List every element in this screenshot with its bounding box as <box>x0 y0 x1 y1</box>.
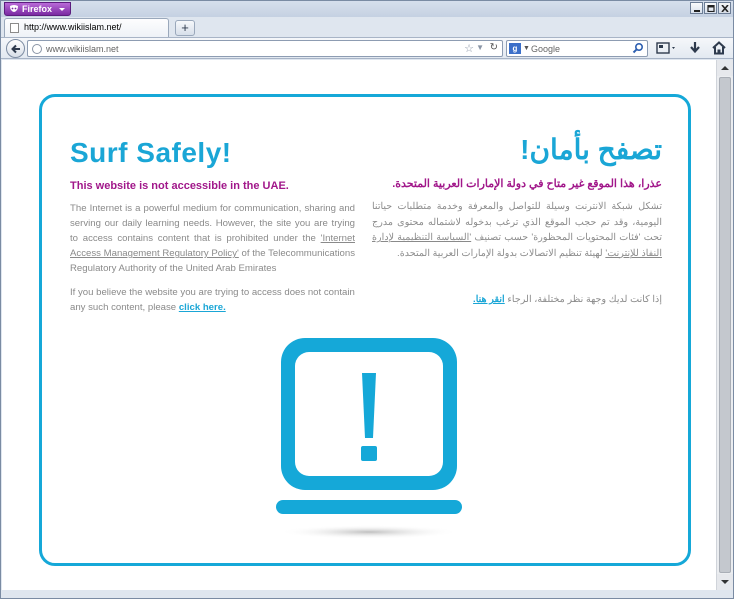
search-engine-dropdown-icon[interactable]: ▼ <box>523 45 530 52</box>
english-body-part-1: The Internet is a powerful medium for communication, sharing and serving our daily learning needs. However, the site you are trying to access contains content that is prohibited under the <box>70 203 355 244</box>
globe-icon <box>32 44 42 54</box>
arabic-contact-sentence: إذا كانت لديك وجهة نظر مختلفة، الرجاء <box>504 294 662 305</box>
arabic-click-here-link[interactable]: انقر هنا. <box>473 294 505 305</box>
firefox-menu-button[interactable] <box>4 2 71 16</box>
vertical-scrollbar[interactable] <box>716 60 733 590</box>
close-icon <box>721 5 729 12</box>
arabic-subtitle: عذرا، هذا الموقع غير متاح في دولة الإمارات العربية المتحدة. <box>392 178 662 190</box>
url-text[interactable]: www.wikiislam.net <box>46 44 119 54</box>
english-body-text <box>70 201 355 276</box>
search-bar[interactable] <box>506 40 648 57</box>
title-bar <box>1 1 733 17</box>
reload-icon[interactable]: ↻ <box>489 42 498 53</box>
block-notice-card <box>39 94 691 566</box>
page-favicon-icon <box>10 23 19 33</box>
scroll-down-button[interactable] <box>717 574 733 590</box>
bookmark-star-icon[interactable]: ☆ <box>464 43 474 55</box>
minimize-icon <box>693 5 701 12</box>
arabic-body-text <box>372 199 662 261</box>
arabic-body-part-1: تشكل شبكة الانترنت وسيلة للتواصل والمعرفة وخدمة متطلبات حياتنا اليومية، وقد تم حجب الموقع الذي ترغب بدخوله لاشتماله محتوى مدرج تحت 'فئات المحتويات المحظورة' حسب تصنيف <box>372 201 662 243</box>
window-controls <box>690 2 731 14</box>
english-click-here-link[interactable]: click here. <box>178 302 226 313</box>
english-subtitle: This website is not accessible in the UAE. <box>70 180 289 192</box>
search-input[interactable]: Google <box>531 44 561 54</box>
english-title: Surf Safely! <box>70 137 232 168</box>
english-contact-sentence: If you believe the website you are trying to access does not contain any such content, please <box>70 287 355 313</box>
search-engine-icon[interactable]: g <box>509 43 521 54</box>
maximize-icon <box>707 5 715 12</box>
new-tab-button[interactable]: + <box>175 20 195 36</box>
arabic-policy-link[interactable]: 'السياسة التنظيمية لإدارة النفاذ للإنترنت' <box>372 232 662 259</box>
back-arrow-icon <box>10 43 22 55</box>
english-body-part-2: of the Telecommunications Regulatory Authority of the United Arab Emirates <box>70 248 355 274</box>
scroll-up-button[interactable] <box>717 60 733 76</box>
scrollbar-thumb[interactable] <box>719 77 731 573</box>
close-window-button[interactable] <box>718 2 731 14</box>
arabic-contact-text <box>473 294 662 305</box>
url-bar[interactable] <box>27 40 503 57</box>
tab-title: http://www.wikiislam.net/ <box>24 22 122 32</box>
firefox-menu-label: Firefox <box>22 4 53 14</box>
page-viewport <box>2 60 716 590</box>
tab-strip <box>1 17 733 37</box>
maximize-button[interactable] <box>704 2 717 14</box>
english-policy-link[interactable]: 'Internet Access Management Regulatory Policy' <box>70 233 355 259</box>
url-history-dropdown-icon[interactable]: ▼ <box>476 43 484 52</box>
minimize-button[interactable] <box>690 2 703 14</box>
tab-wikiislam[interactable] <box>4 18 169 37</box>
firefox-logo-icon <box>9 5 19 13</box>
bookmarks-menu-icon[interactable] <box>655 41 679 56</box>
laptop-warning-icon <box>274 333 464 543</box>
search-icon[interactable] <box>632 42 644 55</box>
dropdown-icon <box>59 8 65 11</box>
english-contact-text <box>70 285 355 315</box>
navigation-toolbar <box>1 37 733 59</box>
arabic-title: تصفح بأمان! <box>520 134 662 165</box>
home-icon[interactable] <box>712 41 726 56</box>
download-icon[interactable] <box>688 41 702 56</box>
back-button[interactable] <box>6 39 25 58</box>
arabic-body-part-2: لهيئة تنظيم الاتصالات بدولة الإمارات العربية المتحدة. <box>397 247 606 259</box>
